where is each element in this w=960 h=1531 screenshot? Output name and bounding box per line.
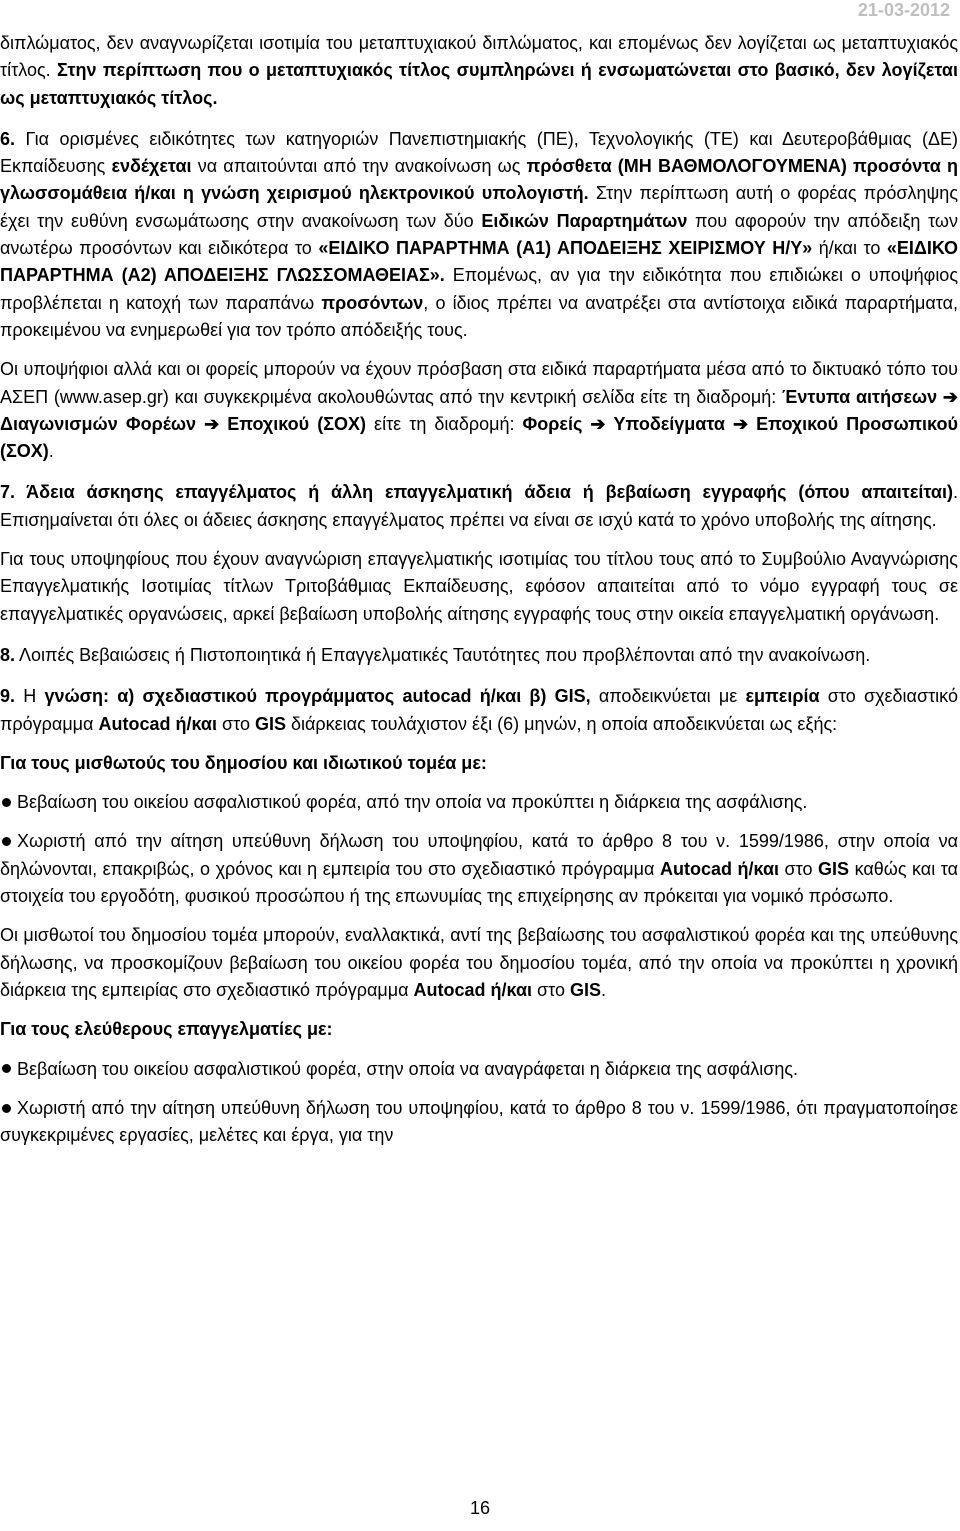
- bold-text: Εποχικού (ΣΟΧ): [227, 413, 366, 434]
- text: Επομένως, αν για την ειδικότητα που επιδιώκει ο υποψήφιος προβλέπεται η κατοχή των παραπάνω: [0, 265, 958, 313]
- arrow-right-icon: ➔: [733, 413, 749, 434]
- text: στο: [216, 713, 255, 734]
- text: είτε τη διαδρομή:: [366, 413, 523, 434]
- bold-text: Autocad ή/και: [413, 979, 533, 1000]
- text: Χωριστή από την αίτηση υπεύθυνη δήλωση του υποψηφίου, κατά το άρθρο 8 του ν. 1599/1986, ότι πραγματοποίησε συγκεκριμένες εργασίες, μελέτες και έργα, για την: [0, 1097, 958, 1146]
- text: να απαιτούνται από την ανακοίνωση ως: [191, 156, 527, 177]
- document-body: [0, 30, 958, 1161]
- page-number: 16: [469, 1498, 491, 1518]
- text: Χωριστή από την αίτηση υπεύθυνη δήλωση του υποψηφίου, κατά το άρθρο 8 του ν. 1599/1986, στην οποία να δηλώνονται, επακριβώς, ο χρόνος και η εμπειρία του στο σχεδιαστικό πρόγραμμα: [0, 831, 958, 879]
- bold-text: GIS: [254, 713, 286, 734]
- text: Οι μισθωτοί του δημοσίου τομέα μπορούν, εναλλακτικά, αντί της βεβαίωσης του ασφαλιστικού φορέα και της υπεύθυνης δήλωσης, να προσκομίζουν βεβαίωση του οικείου φορέα του δημοσίου τομέα, από την οποία να προκύπτει η χρονική διάρκεια της εμπειρίας στο σχεδιαστικό πρόγραμμα: [0, 925, 958, 1000]
- text: διάρκειας τουλάχιστον έξι (6) μηνών, η οποία αποδεικνύεται ως εξής:: [285, 713, 838, 734]
- text: Η: [15, 686, 45, 707]
- section-6-paragraph: [0, 126, 958, 344]
- bold-text: Autocad ή/και: [98, 713, 217, 734]
- freelancers-heading: [0, 1016, 958, 1043]
- bold-text: προσόντων: [321, 292, 424, 313]
- bullet-icon: [2, 837, 11, 846]
- bold-text: «ΕΙΔΙΚΟ ΠΑΡΑΡΤΗΜΑ (Α2) ΑΠΟΔΕΙΞΗΣ ΓΛΩΣΣΟΜΑΘΕΙΑΣ».: [0, 238, 959, 286]
- bold-text: Ειδικών Παραρτημάτων: [481, 210, 688, 231]
- arrow-right-icon: ➔: [204, 413, 220, 434]
- section-7-recognition-paragraph: Για τους υποψηφίους που έχουν αναγνώριση επαγγελματικής ισοτιμίας του τίτλου τους από το Συμβούλιο Αναγνώρισης Επαγγελματικής Ισοτιμίας τίτλων Τριτοβάθμιας Εκπαίδευσης, εφόσον απαιτείται από το νόμο εγγραφή τους σε επαγγελματικές οργανώσεις, αρκεί βεβαίωση υποβολής αίτησης εγγραφής τους στην οικεία επαγγελματική οργάνωση.: [0, 549, 958, 624]
- bullet-icon: [2, 1064, 11, 1073]
- section-title: Άδεια άσκησης επαγγέλματος ή άλλη επαγγελματική άδεια ή βεβαίωση εγγραφής (όπου απαιτείται): [15, 482, 953, 503]
- bold-text: Εποχικού Προσωπικού (ΣΟΧ): [0, 413, 958, 462]
- intro-paragraph: [0, 30, 958, 112]
- arrow-right-icon: ➔: [590, 413, 606, 434]
- section-9-paragraph: [0, 683, 958, 738]
- section-number: 9.: [0, 686, 16, 707]
- header-date: 21-03-2012: [857, 0, 950, 20]
- section-6-access-paragraph: [0, 356, 958, 465]
- bold-text: ενδέχεται: [111, 156, 192, 177]
- bullet-item: [0, 1056, 958, 1083]
- text: Στην περίπτωση αυτή ο φορέας πρόσληψης έχει την ευθύνη ενσωμάτωσης στην ανακοίνωση των δύο: [0, 183, 958, 231]
- text: Βεβαίωση του οικείου ασφαλιστικού φορέα, στην οποία να αναγράφεται η διάρκεια της ασφάλισης.: [17, 1058, 799, 1079]
- section-7-paragraph: [0, 479, 958, 534]
- text: . Επισημαίνεται ότι όλες οι άδειες άσκησης επαγγέλματος πρέπει να είναι σε ισχύ κατά το χρόνο υποβολής της αίτησης.: [0, 482, 958, 530]
- bullet-icon: [2, 1104, 11, 1113]
- bold-text: εμπειρία: [745, 686, 820, 707]
- section-number: 8.: [0, 644, 16, 665]
- bold-text: Στην περίπτωση που ο μεταπτυχιακός τίτλος συμπληρώνει ή ενσωματώνεται στο βασικό, δεν λογίζεται ως μεταπτυχιακός τίτλος.: [0, 60, 958, 108]
- bullet-icon: [2, 798, 11, 807]
- bold-text: πρόσθετα (ΜΗ ΒΑΘΜΟΛΟΓΟΥΜΕΝΑ) προσόντα η γλωσσομάθεια ή/και η γνώση χειρισμού ηλεκτρονικού υπολογιστή.: [0, 156, 958, 204]
- text: καθώς και τα στοιχεία του εργοδότη, φυσικού προσώπου ή της επωνυμίας της επιχείρησης αν πρόκειται για νομικό πρόσωπο.: [0, 858, 958, 907]
- section-number: 6.: [0, 128, 16, 149]
- heading-text: Για τους ελεύθερους επαγγελματίες με:: [0, 1019, 333, 1040]
- text: .: [48, 441, 54, 462]
- bold-text: Υποδείγματα: [613, 413, 725, 434]
- public-sector-paragraph: [0, 922, 958, 1004]
- text: Για ορισμένες ειδικότητες των κατηγοριών Πανεπιστημιακής (ΠΕ), Τεχνολογικής (ΤΕ) και Δευτεροβάθμιας (ΔΕ) Εκπαίδευσης: [0, 128, 958, 177]
- text: Οι υποψήφιοι αλλά και οι φορείς μπορούν να έχουν πρόσβαση στα ειδικά παραρτήματα μέσα από το δικτυακό τόπο του ΑΣΕΠ (www.asep.gr) και συγκεκριμένα ακολουθώντας από την κεντρική σελίδα είτε τη διαδρομή:: [0, 359, 958, 407]
- text: ή/και το: [812, 238, 887, 259]
- bold-text: γνώση: α) σχεδιαστικού προγράμματος autocad ή/και β) GIS,: [44, 686, 591, 707]
- bold-text: GIS: [818, 858, 850, 879]
- text: , ο ίδιος πρέπει να ανατρέξει στα αντίστοιχα ειδικά παραρτήματα, προκειμένου να ενημερωθεί για τον τρόπο απόδειξής τους.: [0, 292, 958, 340]
- section-number: 7.: [0, 482, 16, 503]
- text: διπλώματος, δεν αναγνωρίζεται ισοτιμία του μεταπτυχιακού διπλώματος, και επομένως δεν λογίζεται ως μεταπτυχιακός τίτλος.: [0, 33, 958, 81]
- bullet-item: [0, 789, 958, 816]
- bullet-item: [0, 828, 958, 910]
- section-8-paragraph: [0, 642, 958, 669]
- bold-text: Φορείς: [522, 413, 583, 434]
- bold-text: Autocad ή/και: [659, 858, 780, 879]
- bullet-item: [0, 1095, 958, 1150]
- text: στο σχεδιαστικό πρόγραμμα: [0, 686, 958, 734]
- bold-text: «ΕΙΔΙΚΟ ΠΑΡΑΡΤΗΜΑ (Α1) ΑΠΟΔΕΙΞΗΣ ΧΕΙΡΙΣΜΟΥ Η/Υ»: [318, 238, 813, 259]
- heading-text: Για τους μισθωτούς του δημοσίου και ιδιωτικού τομέα με:: [0, 752, 487, 773]
- text: αποδεικνύεται με: [590, 686, 746, 707]
- bold-text: GIS: [570, 979, 602, 1000]
- bold-text: Διαγωνισμών Φορέων: [0, 413, 197, 434]
- text: Λοιπές Βεβαιώσεις ή Πιστοποιητικά ή Επαγγελματικές Ταυτότητες που προβλέπονται από την ανακοίνωση.: [15, 644, 871, 665]
- text: που αφορούν την απόδειξη των ανωτέρω προσόντων και ειδικότερα το: [0, 210, 958, 259]
- text: στο: [779, 858, 819, 879]
- text: στο: [532, 979, 571, 1000]
- bold-text: Έντυπα αιτήσεων: [782, 386, 938, 407]
- employees-heading: [0, 750, 958, 777]
- arrow-right-icon: ➔: [942, 386, 958, 407]
- text: .: [601, 979, 607, 1000]
- text: Βεβαίωση του οικείου ασφαλιστικού φορέα, από την οποία να προκύπτει η διάρκεια της ασφάλισης.: [17, 792, 808, 813]
